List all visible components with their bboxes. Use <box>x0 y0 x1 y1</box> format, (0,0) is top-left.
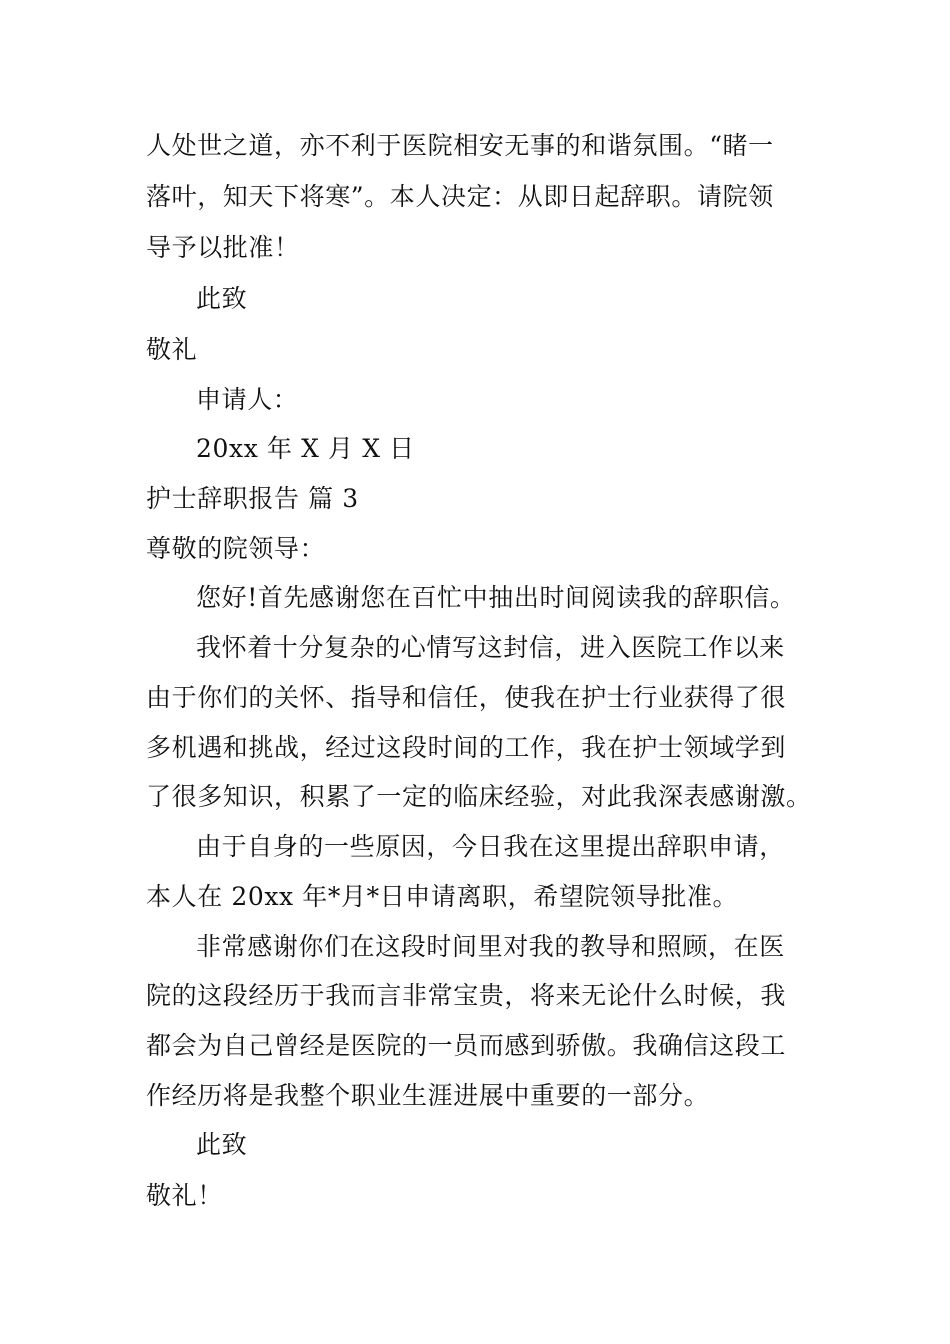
text-line: 本人在 20xx 年*月*日申请离职，希望院领导批准。 <box>146 882 739 911</box>
date-line: 20xx 年 X 月 X 日 <box>196 434 415 463</box>
closing-regards: 敬礼！ <box>146 1181 223 1210</box>
text-line: 都会为自己曾经是医院的一员而感到骄傲。我确信这段工 <box>146 1031 787 1060</box>
text-line: 作经历将是我整个职业生涯进展中重要的一部分。 <box>146 1081 710 1110</box>
text-line: 我怀着十分复杂的心情写这封信，进入医院工作以来 <box>196 633 785 662</box>
text-line: 导予以批准！ <box>146 233 300 262</box>
closing-regards: 敬礼 <box>146 335 198 364</box>
text-line: 由于你们的关怀、指导和信任，使我在护士行业获得了很 <box>146 683 787 712</box>
text-line: 落叶，知天下将寒”。本人决定：从即日起辞职。请院领 <box>146 182 774 211</box>
text-line: 您好!首先感谢您在百忙中抽出时间阅读我的辞职信。 <box>196 583 796 612</box>
greeting: 尊敬的院领导： <box>146 534 326 563</box>
text-line: 由于自身的一些原因，今日我在这里提出辞职申请， <box>196 832 785 861</box>
closing-salutation: 此致 <box>196 1130 248 1159</box>
closing-salutation: 此致 <box>196 284 248 313</box>
section-title: 护士辞职报告 篇 3 <box>146 484 359 513</box>
text-line: 非常感谢你们在这段时间里对我的教导和照顾，在医 <box>196 932 785 961</box>
text-line: 人处世之道，亦不利于医院相安无事的和谐氛围。“睹一 <box>146 131 774 160</box>
text-line: 了很多知识，积累了一定的临床经验，对此我深表感谢激。 <box>146 782 812 811</box>
applicant-label: 申请人： <box>196 385 299 414</box>
text-line: 多机遇和挑战，经过这段时间的工作，我在护士领域学到 <box>146 733 787 762</box>
text-line: 院的这段经历于我而言非常宝贵，将来无论什么时候，我 <box>146 981 787 1010</box>
